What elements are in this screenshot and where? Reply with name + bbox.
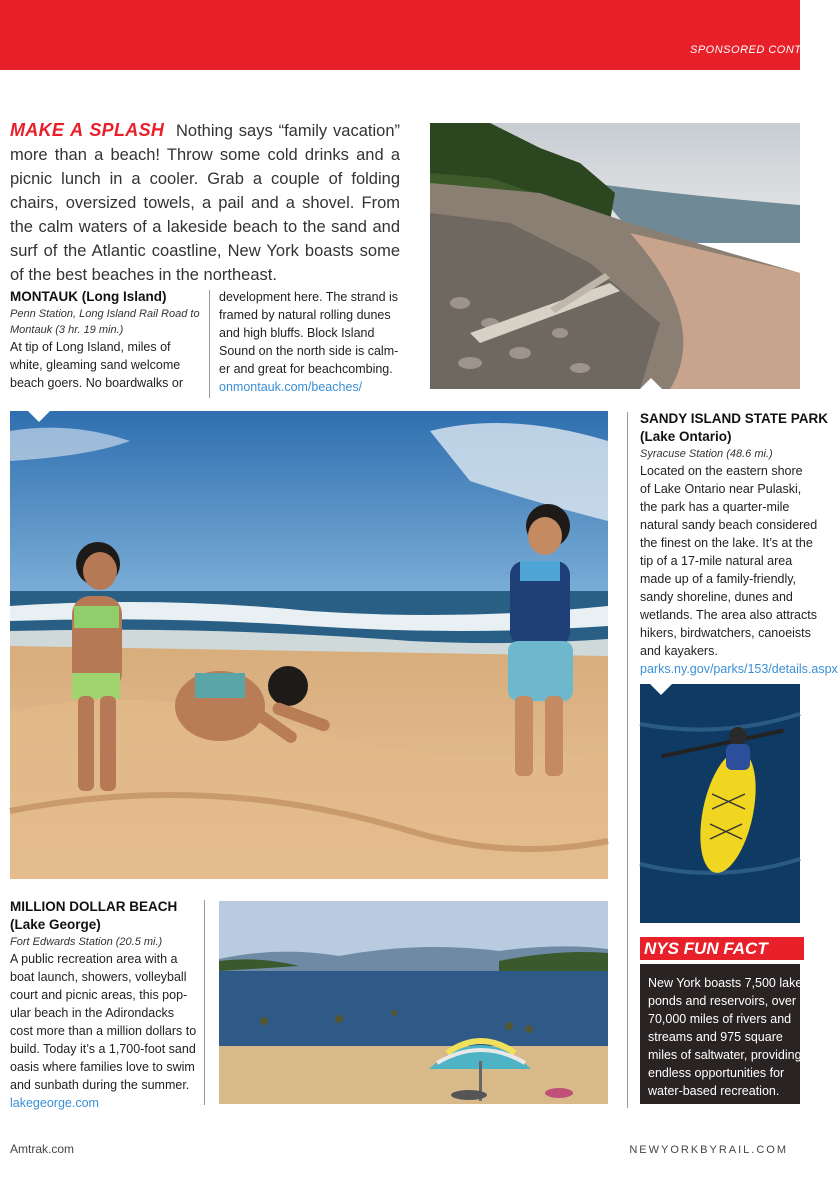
sponsored-label: SPONSORED CONTENT xyxy=(690,44,826,56)
photo-rocky-beach xyxy=(430,123,800,389)
column-divider xyxy=(204,900,205,1105)
intro-paragraph xyxy=(10,118,400,287)
fun-fact-line: ponds and reservoirs, over xyxy=(648,994,796,1008)
fun-fact-line: streams and 975 square xyxy=(648,1030,783,1044)
photo-notch xyxy=(640,378,662,389)
sandy-subtitle: (Lake Ontario) xyxy=(640,429,732,444)
footer-right[interactable]: NEWYORKBYRAIL.COM xyxy=(629,1144,788,1156)
fun-fact-line: water-based recreation. xyxy=(648,1084,780,1098)
sandy-line: Located on the eastern shore xyxy=(640,464,803,478)
sandy-line: natural sandy beach considered xyxy=(640,518,818,532)
sandy-line: tip of a 17-mile natural area xyxy=(640,554,793,568)
montauk-column-1 xyxy=(10,288,202,392)
top-banner xyxy=(0,0,826,70)
sandy-line: the finest on the lake. It’s at the xyxy=(640,536,813,550)
montauk-body-1: At tip of Long Island, miles of white, gleaming sand welcome beach goers. No boardwalks or xyxy=(10,340,184,390)
montauk-station: Penn Station, Long Island Rail Road to Montauk (3 hr. 19 min.) xyxy=(10,308,200,336)
sandy-line: of Lake Ontario near Pulaski, xyxy=(640,482,802,496)
fun-fact-box xyxy=(640,964,812,1104)
sandy-link[interactable]: parks.ny.gov/parks/153/details.aspx xyxy=(640,662,838,676)
montauk-link[interactable]: onmontauk.com/beaches/ xyxy=(219,380,363,394)
montauk-column-2 xyxy=(219,288,401,396)
fun-fact-line: miles of saltwater, providing xyxy=(648,1048,802,1062)
sandy-line: the park has a quarter-mile xyxy=(640,500,790,514)
fun-fact-heading: NYS FUN FACT xyxy=(640,937,804,960)
right-column-divider xyxy=(627,412,628,1108)
million-station: Fort Edwards Station (20.5 mi.) xyxy=(10,936,163,948)
intro-text: Nothing says “family vacation” more than a beach! Throw some cold drinks and a picnic lunch in a cooler. Grab a couple of folding chairs, oversized towels, a pail and a shovel. From the calm waters of a lakeside beach to the sand and surf of the Atlantic coastline, New York boasts some of the best beaches in the northeast. xyxy=(10,122,401,284)
sandy-line: hikers, birdwatchers, canoeists xyxy=(640,626,811,640)
montauk-title: MONTAUK (Long Island) xyxy=(10,289,167,304)
million-link[interactable]: lakegeorge.com xyxy=(10,1096,99,1110)
photo-lake-george xyxy=(219,901,608,1104)
photo-notch xyxy=(28,411,50,422)
million-body-text: A public recreation area with a boat launch, showers, volleyball court and picnic areas, this pop- ular beach in the Adirondacks cost more than a million dollars to build. Today it’s a 1,700-foot sand oasis where families love to swim and sunbath during the summer. xyxy=(10,952,197,1092)
sandy-line: wetlands. The area also attracts xyxy=(640,608,817,622)
million-subtitle: (Lake George) xyxy=(10,917,101,932)
montauk-body-2: development here. The strand is framed by natural rolling dunes and high bluffs. Block Island Sound on the north side is calm- er and great for beachcombing. xyxy=(219,290,399,376)
sandy-line: and kayakers. xyxy=(640,644,718,658)
fun-fact-line: 70,000 miles of rivers and xyxy=(648,1012,792,1026)
sandy-line: sandy shoreline, dunes and xyxy=(640,590,793,604)
photo-notch xyxy=(650,684,672,695)
fun-fact-line: endless opportunities for xyxy=(648,1066,785,1080)
fun-fact-line: New York boasts 7,500 lakes, xyxy=(648,976,812,990)
sandy-island-column xyxy=(640,410,838,678)
sandy-line: made up of a family-friendly, xyxy=(640,572,797,586)
photo-kids-beach xyxy=(10,411,608,879)
million-title: MILLION DOLLAR BEACH xyxy=(10,899,178,914)
footer-left[interactable]: Amtrak.com xyxy=(10,1142,75,1156)
million-body xyxy=(10,950,198,1112)
column-divider xyxy=(209,290,210,398)
million-dollar-column xyxy=(10,898,198,1112)
photo-kayak xyxy=(640,684,800,923)
sandy-title: SANDY ISLAND STATE PARK xyxy=(640,411,829,426)
sandy-station: Syracuse Station (48.6 mi.) xyxy=(640,448,773,460)
intro-heading: MAKE A SPLASH xyxy=(10,120,165,140)
